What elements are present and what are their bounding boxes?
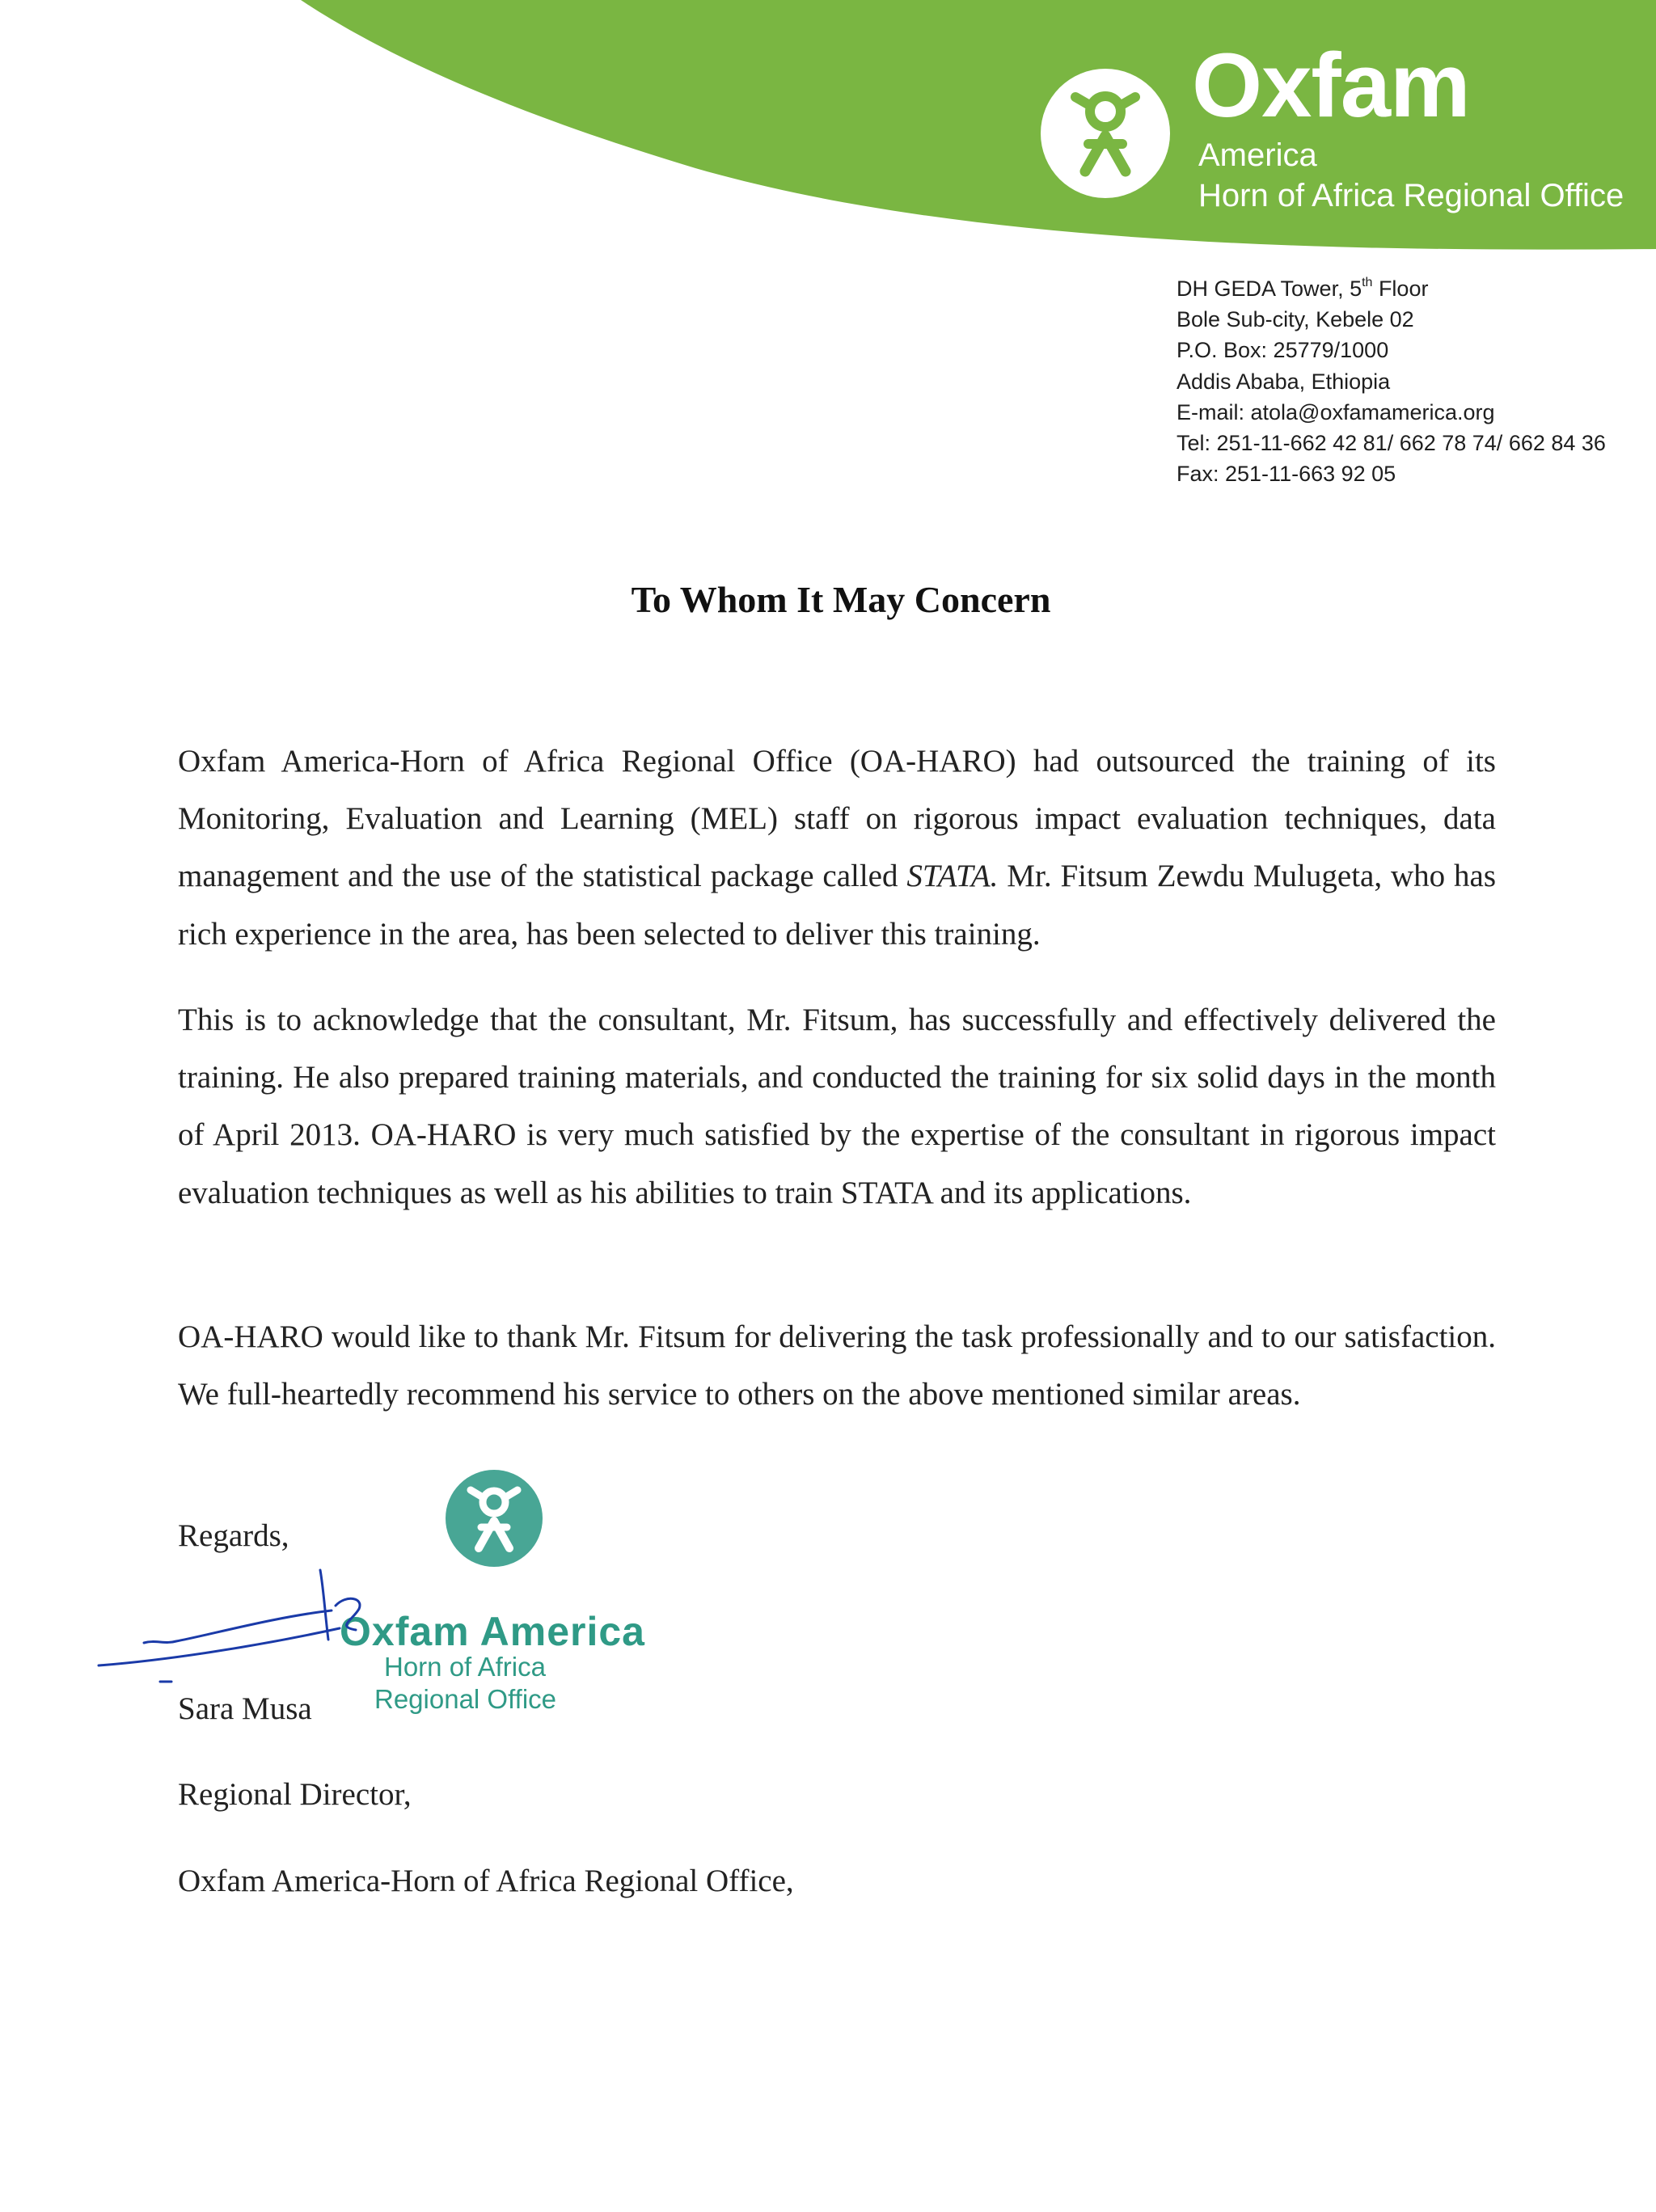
body-paragraph-3: OA-HARO would like to thank Mr. Fitsum for delivering the task professionally and to our satisfaction. We full-heartedly recommend his service to others on the above mentioned similar areas. <box>178 1319 1496 1412</box>
signer-name: Sara Musa <box>178 1691 312 1726</box>
stamp-line3: Regional Office <box>374 1684 557 1714</box>
address-line: Addis Ababa, Ethiopia <box>1177 369 1391 394</box>
brand-subtitle-line2: Horn of Africa Regional Office <box>1198 178 1624 213</box>
closing-regards: Regards, <box>178 1518 289 1553</box>
body-paragraph-2: This is to acknowledge that the consultant, Mr. Fitsum, has successfully and effectively delivered the training. He also prepared training materials, and conducted the training for six solid days in the month of April 2013. OA-HARO is very much satisfied by the expertise of the consultant in rigorous impact evaluation techniques as well as his abilities to train STATA and its applications. <box>178 1003 1496 1210</box>
oxfam-logo <box>1040 68 1171 199</box>
address-line: DH GEDA Tower, 5th Floor <box>1177 276 1429 301</box>
brand-subtitle-line1: America <box>1198 137 1317 173</box>
address-block <box>1177 273 1606 489</box>
address-line: P.O. Box: 25779/1000 <box>1177 338 1389 363</box>
stamp-line2: Horn of Africa <box>384 1652 546 1682</box>
signer-role: Regional Director, <box>178 1777 412 1812</box>
address-line: Bole Sub-city, Kebele 02 <box>1177 307 1414 332</box>
stamp-line1: Oxfam America <box>340 1609 645 1654</box>
letter-title: To Whom It May Concern <box>631 579 1051 620</box>
signer-office: Oxfam America-Horn of Africa Regional Office, <box>178 1864 794 1898</box>
body-paragraph-1: Oxfam America-Horn of Africa Regional Office (OA-HARO) had outsourced the training of its Monitoring, Evaluation and Learning (MEL) staff on rigorous impact evaluation techniques, data management and the use of the statistical package called STATA. Mr. Fitsum Zewdu Mulugeta, who has rich experience in the area, has been selected to deliver this training. <box>178 744 1496 952</box>
phone-line: Tel: 251-11-662 42 81/ 662 78 74/ 662 84 36 <box>1177 431 1606 456</box>
handwritten-signature <box>89 1560 380 1690</box>
brand-name: Oxfam <box>1192 35 1470 136</box>
stamp-logo <box>443 1467 545 1569</box>
email-line: E-mail: atola@oxfamamerica.org <box>1177 399 1495 424</box>
fax-line: Fax: 251-11-663 92 05 <box>1177 462 1396 487</box>
